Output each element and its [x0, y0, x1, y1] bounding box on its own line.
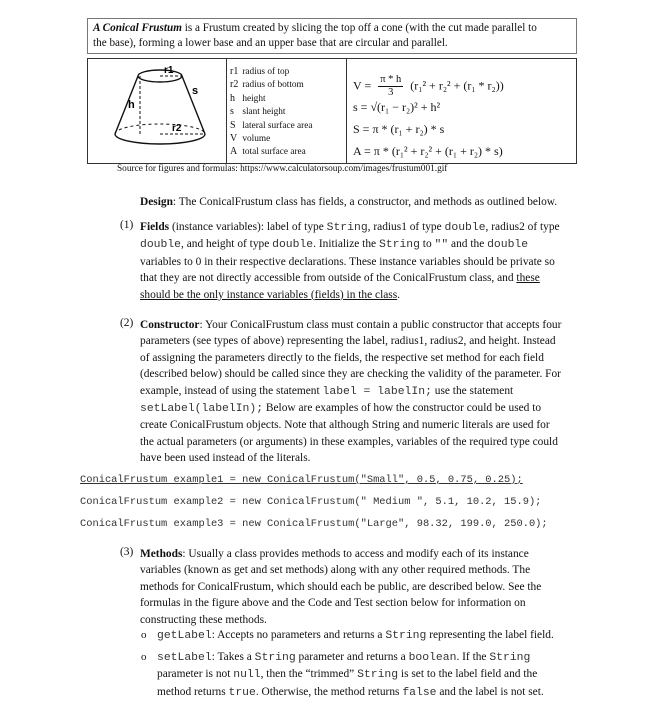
code-line-3: ConicalFrustum example3 = new ConicalFrustum("Large", 98.32, 199.0, 250.0); — [80, 518, 548, 530]
constructor-paragraph: Constructor: Your ConicalFrustum class must contain a public constructor that accepts four parameters (see types of above) representing the label, radius1, radius2, and height. Instead of assigning the parameters directly to the fields, the respective set method for each field (described below) should be called since they are checking the validity of the parameter. For example, instead of using the statement label = labelIn; use the statement setLabel(labelIn); Below are examples of how the constructor could be used to create ConicalFrustum objects. Note that although String and numeric literals are used for the actual parameters (or arguments) in these examples, variables of the required type could have been used instead of the literals. — [140, 319, 562, 465]
fields-label: Fields — [140, 221, 170, 233]
design-label: Design — [140, 196, 173, 208]
code-line-2: ConicalFrustum example2 = new ConicalFrustum(" Medium ", 5.1, 10.2, 15.9); — [80, 496, 542, 508]
def-desc: total surface area — [242, 147, 306, 158]
fields-paragraph: Fields (instance variables): label of type String, radius1 of type double, radius2 of type double, and height of type double. Initialize the String to "" and the double variables to 0 in their respective declarations. These instance variables should be private so that they are not directly accessible from outside of the ConicalFrustum class, and these should be the only instance variables (fields) in the class. — [140, 221, 560, 301]
def-sym: V — [230, 132, 238, 144]
lateral-formula: S = π * (r₁ + r₂) * s — [353, 122, 445, 136]
methods-label: Methods — [140, 548, 183, 560]
volume-rhs: (r₁² + r₂² + (r₁ * r₂)) — [410, 78, 504, 93]
design-paragraph — [140, 194, 582, 210]
frustum-diagram — [100, 62, 220, 162]
methods-number: (3) — [120, 546, 134, 558]
label-h: h — [128, 99, 135, 111]
intro-title: A Conical Frustum — [93, 22, 182, 34]
methods-paragraph: Methods: Usually a class provides methods to access and modify each of its instance variables (known as get and set methods) along with any other required methods. The methods for ConicalFrustum, which should each be public, are described below. See the formulas in the figure above and the Code and Test section below for information on constructing these methods. — [140, 548, 542, 626]
def-desc: radius of top — [242, 67, 290, 77]
def-desc: slant height — [242, 107, 286, 118]
table-divider-2 — [346, 58, 347, 164]
bullet-circle-icon: o — [141, 651, 147, 663]
bullet-setlabel: setLabel: Takes a String parameter and returns a boolean. If the String parameter is not null, then the “trimmed” String is set to the label field and the method returns true. Otherwise, the method returns false and the label is not set. — [157, 651, 544, 699]
slant-formula: s = √(r₁ − r₂)² + h² — [353, 100, 441, 114]
total-formula: A = π * (r₁² + r₂² + (r₁ + r₂) * s) — [353, 144, 503, 158]
volume-denominator: 3 — [388, 87, 394, 98]
def-sym: h — [230, 92, 235, 104]
code-line-1: ConicalFrustum example1 = new ConicalFrustum("Small", 0.5, 0.75, 0.25); — [80, 474, 523, 486]
label-s: s — [192, 85, 199, 97]
def-sym: A — [230, 146, 238, 158]
def-sym: S — [230, 119, 236, 131]
def-desc: volume — [242, 133, 271, 144]
bullet-getlabel: getLabel: Accepts no parameters and returns a String representing the label field. — [157, 629, 554, 642]
label-r1: r1 — [164, 65, 174, 76]
source-note: Source for figures and formulas: https://www.calculatorsoup.com/images/frustum001.gif — [117, 164, 448, 174]
fields-number: (1) — [120, 219, 134, 231]
intro-box — [87, 18, 577, 54]
def-desc: height — [242, 93, 266, 104]
label-r2: r2 — [172, 123, 182, 134]
def-desc: lateral surface area — [242, 120, 313, 131]
intro-line2: the base), forming a lower base and an upper base that are circular and parallel. — [93, 37, 448, 49]
volume-formula: V = $\frac{\pi * h}{3}$ (r₁² + r₂² + (r₁ * r₂)) — [353, 74, 504, 98]
constructor-number: (2) — [120, 317, 134, 329]
constructor-label: Constructor — [140, 319, 200, 331]
def-desc: radius of bottom — [242, 80, 304, 91]
bullet-circle-icon: o — [141, 629, 147, 641]
intro-line1: is a Frustum created by slicing the top off a cone (with the cut made parallel to — [181, 22, 537, 34]
volume-numerator: π * h — [380, 74, 402, 85]
def-sym: s — [230, 106, 234, 118]
def-sym: r2 — [230, 79, 239, 91]
table-divider-1 — [226, 58, 227, 164]
design-text: : The ConicalFrustum class has fields, a constructor, and methods as outlined below. — [172, 196, 558, 208]
definitions-list — [230, 65, 313, 159]
def-sym: r1 — [230, 66, 239, 77]
